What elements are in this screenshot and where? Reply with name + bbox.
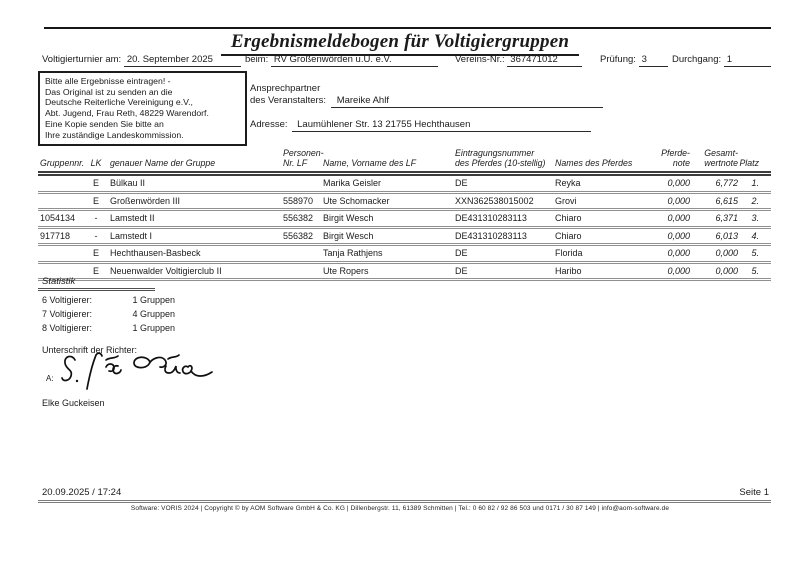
cell-lk: E bbox=[88, 174, 104, 193]
cell-gruppe: Großenwörden III bbox=[104, 192, 281, 210]
footer-page-number: Seite 1 bbox=[739, 487, 769, 498]
judge-name: Elke Guckeisen bbox=[42, 398, 105, 408]
result-row bbox=[38, 174, 771, 193]
cell-gruppennr bbox=[38, 174, 88, 193]
cell-eintragungsnummer: DE bbox=[452, 245, 552, 263]
field-vereins-nr bbox=[455, 54, 582, 67]
notice-line: Ihre zuständige Landeskommission. bbox=[45, 129, 184, 140]
cell-gruppennr bbox=[38, 245, 88, 263]
cell-gruppennr bbox=[38, 192, 88, 210]
cell-eintragungsnummer: DE431310283113 bbox=[452, 210, 552, 228]
result-row bbox=[38, 245, 771, 263]
cell-platz: 5. bbox=[738, 245, 771, 263]
cell-eintragungsnummer: XXN362538015002 bbox=[452, 192, 552, 210]
statistik-row bbox=[42, 295, 175, 305]
field-pruefung bbox=[600, 54, 668, 67]
cell-pferdenote: 0,000 bbox=[655, 227, 690, 245]
field-durchgang bbox=[672, 54, 771, 67]
cell-platz: 4. bbox=[738, 227, 771, 245]
cell-pferdenote: 0,000 bbox=[655, 210, 690, 228]
statistik-value: 1 Gruppen bbox=[132, 295, 176, 305]
col-platz: Platz bbox=[738, 148, 771, 174]
cell-personen-nr bbox=[281, 262, 323, 280]
field-beim-value: RV Großenwörden u.U. e.V. bbox=[271, 54, 438, 67]
cell-lk: E bbox=[88, 192, 104, 210]
cell-platz: 3. bbox=[738, 210, 771, 228]
cell-gruppe: Hechthausen-Basbeck bbox=[104, 245, 281, 263]
cell-personen-nr: 556382 bbox=[281, 227, 323, 245]
col-gesamt-line1: Gesamt- bbox=[704, 148, 738, 158]
field-verein-label: Vereins-Nr.: bbox=[455, 54, 505, 65]
cell-eintragungsnummer: DE431310283113 bbox=[452, 227, 552, 245]
field-pruefung-value: 3 bbox=[639, 54, 668, 67]
cell-gruppennr: 1054134 bbox=[38, 210, 88, 228]
cell-lk: E bbox=[88, 245, 104, 263]
cell-gruppe: Lamstedt II bbox=[104, 210, 281, 228]
adresse-row bbox=[250, 119, 591, 132]
notice-line: Das Original ist zu senden an die bbox=[45, 86, 173, 97]
col-gesamtwertnote bbox=[690, 148, 738, 174]
col-personen-line1: Personen- bbox=[283, 148, 324, 158]
col-pferdenote-line2: note bbox=[672, 158, 690, 168]
field-durchgang-value: 1 bbox=[724, 54, 771, 67]
col-pferdename: Names des Pferdes bbox=[552, 148, 655, 174]
cell-pferdename: Reyka bbox=[552, 174, 655, 193]
cell-gesamtwertnote: 0,000 bbox=[690, 245, 738, 263]
statistik-divider bbox=[38, 288, 155, 291]
cell-name-lf: Birgit Wesch bbox=[323, 227, 452, 245]
cell-lk: E bbox=[88, 262, 104, 280]
cell-platz: 1. bbox=[738, 174, 771, 193]
field-veranstalter bbox=[245, 54, 438, 67]
col-gruppe: genauer Name der Gruppe bbox=[104, 148, 281, 174]
cell-gesamtwertnote: 6,615 bbox=[690, 192, 738, 210]
title-wrap bbox=[0, 31, 800, 56]
results-table bbox=[38, 148, 771, 281]
footer-software-info: Software: VORIS 2024 | Copyright © by AOM Software GmbH & Co. KG | Dillenbergstr. 11, 61389 Schmitten | Tel.: 0 60 82 / 92 86 503 und 0171 / 30 87 149 | info@aom-software.de bbox=[130, 505, 670, 512]
field-pruefung-label: Prüfung: bbox=[600, 54, 636, 65]
footer-divider bbox=[38, 500, 771, 503]
result-row bbox=[38, 192, 771, 210]
signature-heading: Unterschrift der Richter: bbox=[42, 345, 138, 355]
cell-pferdename: Haribo bbox=[552, 262, 655, 280]
col-personen-nr bbox=[281, 148, 323, 174]
cell-lk: - bbox=[88, 227, 104, 245]
field-turnier-datum bbox=[42, 54, 241, 67]
signature-prefix: A: bbox=[46, 374, 54, 383]
cell-gruppe: Lamstedt I bbox=[104, 227, 281, 245]
statistik-row bbox=[42, 323, 175, 333]
notice-line: Eine Kopie senden Sie bitte an bbox=[45, 118, 164, 129]
notice-line: Abt. Jugend, Frau Reth, 48229 Warendorf. bbox=[45, 108, 209, 119]
statistik-value: 1 Gruppen bbox=[132, 323, 176, 333]
cell-name-lf: Ute Schomacker bbox=[323, 192, 452, 210]
col-gesamt-line2: wertnote bbox=[704, 158, 738, 168]
cell-eintragungsnummer: DE bbox=[452, 174, 552, 193]
cell-name-lf: Marika Geisler bbox=[323, 174, 452, 193]
cell-personen-nr bbox=[281, 245, 323, 263]
cell-pferdenote: 0,000 bbox=[655, 262, 690, 280]
cell-gruppe: Neuenwalder Voltigierclub II bbox=[104, 262, 281, 280]
col-gruppennr: Gruppennr. bbox=[38, 148, 88, 174]
statistik-value: 4 Gruppen bbox=[132, 309, 176, 319]
page-title: Ergebnismeldebogen für Voltigiergruppen bbox=[221, 31, 579, 56]
ansprechpartner-row bbox=[250, 95, 603, 108]
cell-personen-nr: 558970 bbox=[281, 192, 323, 210]
cell-gesamtwertnote: 6,371 bbox=[690, 210, 738, 228]
statistik-label: 7 Voltigierer: bbox=[42, 309, 93, 319]
result-row bbox=[38, 262, 771, 280]
cell-personen-nr: 556382 bbox=[281, 210, 323, 228]
cell-pferdenote: 0,000 bbox=[655, 245, 690, 263]
col-personen-line2: Nr. LF bbox=[283, 158, 308, 168]
cell-pferdename: Chiaro bbox=[552, 210, 655, 228]
adresse-label: Adresse: bbox=[250, 119, 288, 130]
statistik-label: 8 Voltigierer: bbox=[42, 323, 93, 333]
col-eintragung-line2: des Pferdes (10-stellig) bbox=[455, 158, 546, 168]
field-turnier-value: 20. September 2025 bbox=[124, 54, 241, 67]
cell-pferdename: Florida bbox=[552, 245, 655, 263]
cell-pferdenote: 0,000 bbox=[655, 192, 690, 210]
cell-gesamtwertnote: 6,013 bbox=[690, 227, 738, 245]
cell-personen-nr bbox=[281, 174, 323, 193]
cell-gruppennr: 917718 bbox=[38, 227, 88, 245]
cell-gesamtwertnote: 6,772 bbox=[690, 174, 738, 193]
col-eintragung-line1: Eintragungsnummer bbox=[455, 148, 535, 158]
col-name-lf: Name, Vorname des LF bbox=[323, 148, 452, 174]
handwritten-signature bbox=[60, 351, 225, 396]
cell-platz: 2. bbox=[738, 192, 771, 210]
statistik-row bbox=[42, 309, 175, 319]
footer-datetime: 20.09.2025 / 17:24 bbox=[42, 487, 122, 498]
cell-pferdenote: 0,000 bbox=[655, 174, 690, 193]
cell-name-lf: Birgit Wesch bbox=[323, 210, 452, 228]
cell-name-lf: Ute Ropers bbox=[323, 262, 452, 280]
ansprechpartner-value: Mareike Ahlf bbox=[331, 95, 603, 108]
field-verein-value: 367471012 bbox=[507, 54, 582, 67]
cell-pferdename: Grovi bbox=[552, 192, 655, 210]
notice-line: Deutsche Reiterliche Vereinigung e.V., bbox=[45, 97, 193, 108]
result-row bbox=[38, 227, 771, 245]
statistik-heading: Statistik bbox=[42, 276, 76, 287]
field-durchgang-label: Durchgang: bbox=[672, 54, 722, 65]
cell-gesamtwertnote: 0,000 bbox=[690, 262, 738, 280]
result-row bbox=[38, 210, 771, 228]
cell-lk: - bbox=[88, 210, 104, 228]
cell-pferdename: Chiaro bbox=[552, 227, 655, 245]
col-lk: LK bbox=[88, 148, 104, 174]
col-pferdenote-line1: Pferde- bbox=[661, 148, 690, 158]
statistik-label: 6 Voltigierer: bbox=[42, 295, 93, 305]
ansprechpartner-label-line2: des Veranstalters: bbox=[250, 95, 327, 106]
cell-name-lf: Tanja Rathjens bbox=[323, 245, 452, 263]
table-header-row bbox=[38, 148, 771, 174]
ansprechpartner-label-line1: Ansprechpartner bbox=[250, 83, 321, 94]
col-eintragungsnummer bbox=[452, 148, 552, 174]
cell-eintragungsnummer: DE bbox=[452, 262, 552, 280]
notice-box bbox=[38, 71, 247, 146]
col-pferdenote bbox=[655, 148, 690, 174]
cell-platz: 5. bbox=[738, 262, 771, 280]
field-beim-label: beim: bbox=[245, 54, 269, 65]
cell-gruppe: Bülkau II bbox=[104, 174, 281, 193]
adresse-value: Laumühlener Str. 13 21755 Hechthausen bbox=[292, 119, 591, 132]
field-turnier-label: Voltigierturnier am: bbox=[42, 54, 122, 65]
notice-line: Bitte alle Ergebnisse eintragen! - bbox=[45, 76, 171, 86]
top-divider bbox=[44, 27, 771, 29]
